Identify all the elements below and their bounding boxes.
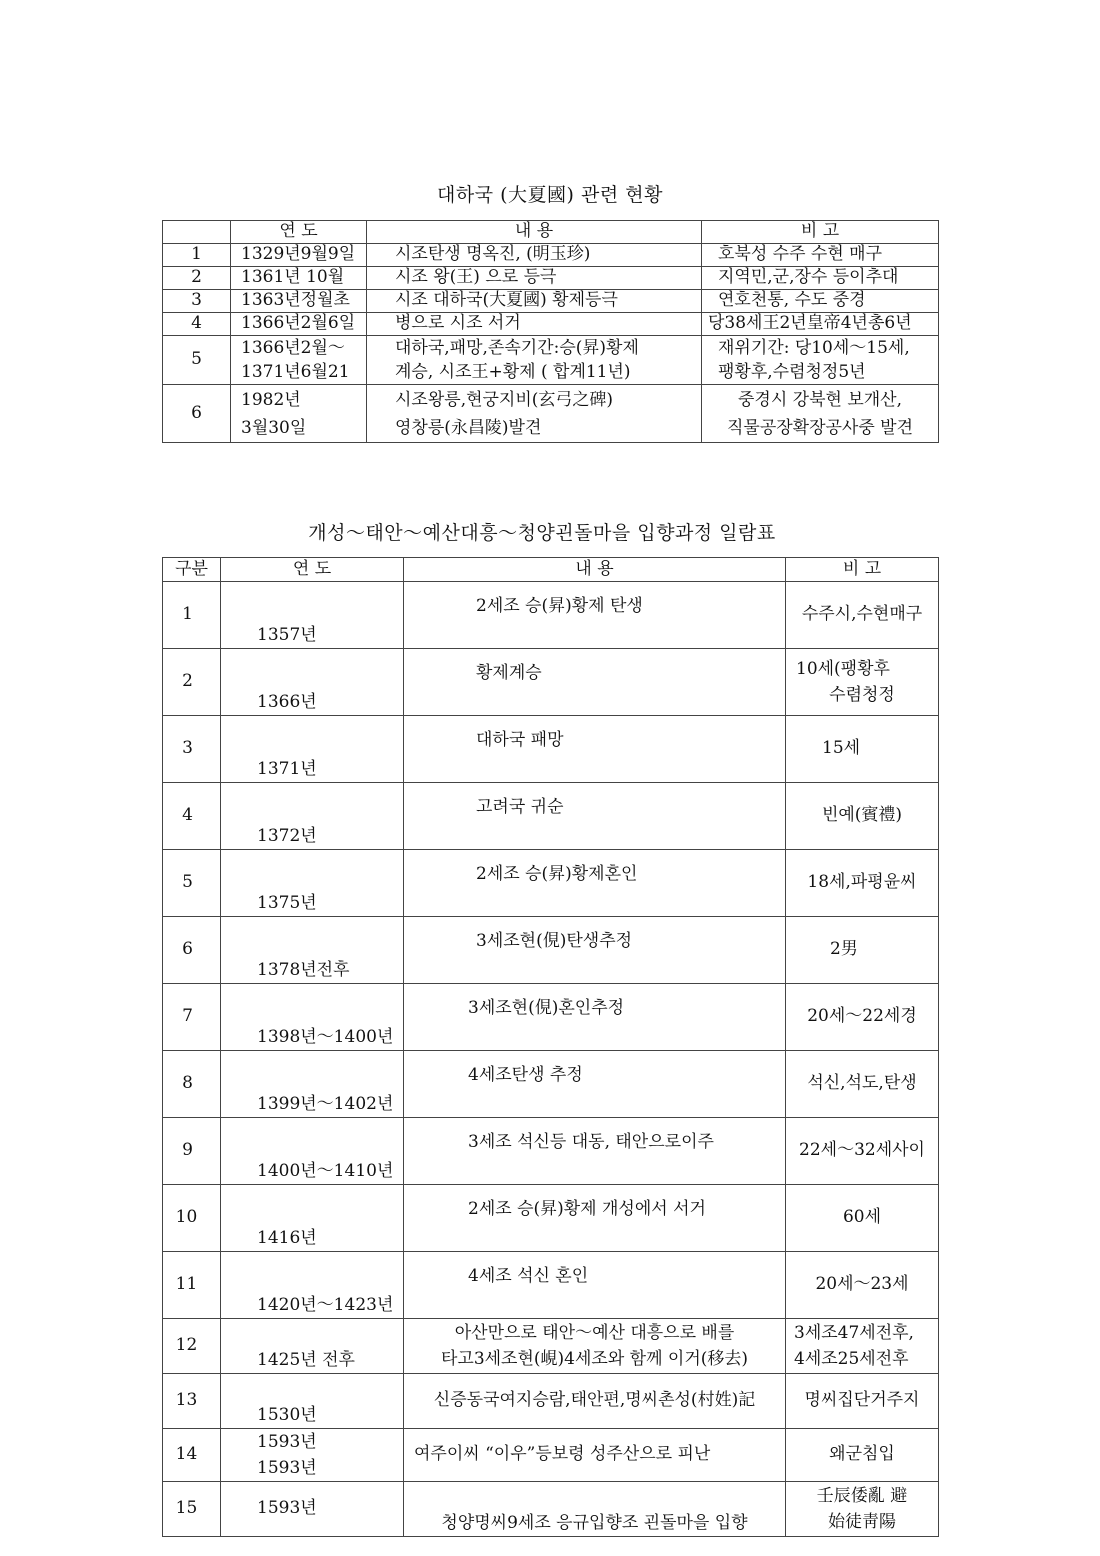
- row-number: 4: [163, 783, 221, 850]
- content-cell: 4세조탄생 추정: [404, 1051, 786, 1118]
- note-line: 始徒靑陽: [828, 1512, 896, 1532]
- row-number: 14: [163, 1429, 221, 1482]
- note-cell: [786, 649, 939, 716]
- year-cell: 1425년 전후: [221, 1319, 404, 1374]
- year-cell: 1357년: [221, 582, 404, 649]
- content-cell: [367, 336, 702, 385]
- year-cell: 1530년: [221, 1374, 404, 1429]
- note-cell: 왜군침입: [786, 1429, 939, 1482]
- content-cell: 3세조현(俔)혼인추정: [404, 984, 786, 1051]
- row-number: 10: [163, 1185, 221, 1252]
- table-row: [163, 1118, 939, 1185]
- note-cell: [702, 336, 939, 385]
- header-cell-note: 비 고: [786, 558, 939, 582]
- table-row: [163, 850, 939, 917]
- year-cell: 1416년: [221, 1185, 404, 1252]
- row-number: 1: [163, 244, 231, 267]
- row-number: 6: [163, 917, 221, 984]
- row-number: 5: [163, 336, 231, 385]
- note-line: 직물공장확장공사중 발견: [726, 417, 914, 438]
- header-cell-date: 연 도: [231, 221, 367, 244]
- note-cell: [786, 1482, 939, 1537]
- row-number: 8: [163, 1051, 221, 1118]
- year-cell: 1366년: [221, 649, 404, 716]
- note-cell: 수주시,수현매구: [786, 582, 939, 649]
- date-cell: 1361년 10월: [231, 267, 367, 290]
- table-row: [163, 385, 939, 443]
- date-line: 1366년2월～: [241, 338, 345, 358]
- header-cell-year: 연 도: [221, 558, 404, 582]
- row-number: 13: [163, 1374, 221, 1429]
- content-cell: [367, 385, 702, 443]
- content-cell: 시조 대하국(大夏國) 황제등극: [367, 290, 702, 313]
- row-number: 2: [163, 267, 231, 290]
- header-cell-note: 비 고: [702, 221, 939, 244]
- year-cell: 1420년～1423년: [221, 1252, 404, 1319]
- note-line: 10세(팽황후: [796, 659, 890, 679]
- table-row: [163, 582, 939, 649]
- note-cell: 22세～32세사이: [786, 1118, 939, 1185]
- row-number: 4: [163, 313, 231, 336]
- content-cell: 3세조현(俔)탄생추정: [404, 917, 786, 984]
- content-cell: 여주이씨 “이우”등보령 성주산으로 피난: [404, 1429, 786, 1482]
- row-number: 1: [163, 582, 221, 649]
- row-number: 3: [163, 290, 231, 313]
- year-cell: 1372년: [221, 783, 404, 850]
- note-cell: 20세～22세경: [786, 984, 939, 1051]
- date-cell: 1366년2월6일: [231, 313, 367, 336]
- year-cell: 1399년～1402년: [221, 1051, 404, 1118]
- date-cell: [231, 385, 367, 443]
- table-row: [163, 649, 939, 716]
- table-row: [163, 917, 939, 984]
- content-cell: 대하국 패망: [404, 716, 786, 783]
- content-cell: 청양명씨9세조 응규입향조 괸돌마을 입향: [404, 1482, 786, 1537]
- content-cell: 2세조 승(昇)황제혼인: [404, 850, 786, 917]
- content-line: 계승, 시조王+황제 ( 합계11년): [395, 362, 631, 382]
- table-row: [163, 336, 939, 385]
- year-cell: 1375년: [221, 850, 404, 917]
- table-row: [163, 1374, 939, 1429]
- note-cell: 60세: [786, 1185, 939, 1252]
- content-line: 시조왕릉,현궁지비(玄弓之碑): [395, 389, 614, 410]
- table2: [162, 557, 939, 1537]
- note-cell: [702, 385, 939, 443]
- table-row: [163, 1429, 939, 1482]
- row-number: 15: [163, 1482, 221, 1537]
- year-line: 1593년: [257, 1432, 317, 1452]
- content-cell: 병으로 시조 서거: [367, 313, 702, 336]
- table-row: [163, 1482, 939, 1537]
- table-row: [163, 1051, 939, 1118]
- table1-title: 대하국 (大夏國) 관련 현황: [437, 184, 663, 206]
- date-cell: [231, 336, 367, 385]
- content-cell: 고려국 귀순: [404, 783, 786, 850]
- note-line: 壬辰倭亂 避: [816, 1486, 908, 1506]
- note-cell: 빈예(賓禮): [786, 783, 939, 850]
- note-line: 팽황후,수렴청정5년: [718, 362, 866, 382]
- content-line: 아산만으로 태안～예산 대흥으로 배를: [454, 1323, 735, 1343]
- note-cell: 당38세王2년皇帝4년총6년: [702, 313, 939, 336]
- note-cell: [786, 1319, 939, 1374]
- note-cell: 연호천통, 수도 중경: [702, 290, 939, 313]
- row-number: 9: [163, 1118, 221, 1185]
- note-line: 4세조25세전후: [794, 1349, 909, 1369]
- note-cell: 석신,석도,탄생: [786, 1051, 939, 1118]
- header-cell-category: 구분: [163, 558, 221, 582]
- table-row: [163, 783, 939, 850]
- content-cell: 3세조 석신등 대동, 태안으로이주: [404, 1118, 786, 1185]
- content-cell: 4세조 석신 혼인: [404, 1252, 786, 1319]
- table2-header-row: [163, 558, 939, 582]
- year-line: 1593년: [257, 1458, 317, 1478]
- row-number: 6: [163, 385, 231, 443]
- date-cell: 1329년9월9일: [231, 244, 367, 267]
- note-cell: 명씨집단거주지: [786, 1374, 939, 1429]
- row-number: 11: [163, 1252, 221, 1319]
- table-row: [163, 1319, 939, 1374]
- note-cell: 지역민,군,장수 등이추대: [702, 267, 939, 290]
- header-cell-content: 내 용: [404, 558, 786, 582]
- content-cell: 신증동국여지승람,태안편,명씨촌성(村姓)記: [404, 1374, 786, 1429]
- table1: [162, 220, 939, 443]
- content-line: 타고3세조현(峴)4세조와 함께 이거(移去): [440, 1349, 749, 1369]
- note-line: 중경시 강북현 보개산,: [737, 389, 902, 410]
- row-number: 2: [163, 649, 221, 716]
- note-cell: 2男: [786, 917, 939, 984]
- table-row: [163, 290, 939, 313]
- year-cell: 1398년～1400년: [221, 984, 404, 1051]
- table-row: [163, 244, 939, 267]
- table-row: [163, 1185, 939, 1252]
- content-cell: 시조 왕(王) 으로 등극: [367, 267, 702, 290]
- date-line: 1982년: [241, 389, 301, 410]
- content-cell: [404, 1319, 786, 1374]
- header-cell-content: 내 용: [367, 221, 702, 244]
- note-cell: 20세～23세: [786, 1252, 939, 1319]
- year-cell: 1371년: [221, 716, 404, 783]
- table-row: [163, 984, 939, 1051]
- table-row: [163, 716, 939, 783]
- table-row: [163, 313, 939, 336]
- date-cell: 1363년정월초: [231, 290, 367, 313]
- content-cell: 황제계승: [404, 649, 786, 716]
- table2-title: 개성～태안～예산대흥～청양괸돌마을 입향과정 일람표: [308, 522, 776, 544]
- date-line: 3월30일: [241, 417, 307, 438]
- note-cell: 15세: [786, 716, 939, 783]
- row-number: 12: [163, 1319, 221, 1374]
- row-number: 5: [163, 850, 221, 917]
- note-cell: 호북성 수주 수현 매구: [702, 244, 939, 267]
- table-row: [163, 267, 939, 290]
- row-number: 3: [163, 716, 221, 783]
- header-cell-no: [163, 221, 231, 244]
- content-cell: 시조탄생 명옥진, (明玉珍): [367, 244, 702, 267]
- note-line: 재위기간: 당10세～15세,: [718, 338, 910, 358]
- content-line: 영창릉(永昌陵)발견: [395, 417, 542, 438]
- content-cell: 2세조 승(昇)황제 개성에서 서거: [404, 1185, 786, 1252]
- row-number: 7: [163, 984, 221, 1051]
- year-cell: [221, 1429, 404, 1482]
- date-line: 1371년6월21: [241, 362, 350, 382]
- content-line: 대하국,패망,존속기간:승(昇)황제: [395, 338, 639, 358]
- note-cell: 18세,파평윤씨: [786, 850, 939, 917]
- table1-header-row: [163, 221, 939, 244]
- year-cell: 1400년～1410년: [221, 1118, 404, 1185]
- note-line: 3세조47세전후,: [794, 1323, 914, 1343]
- year-cell: 1593년: [221, 1482, 404, 1537]
- note-line: 수렴청정: [829, 685, 895, 705]
- year-cell: 1378년전후: [221, 917, 404, 984]
- table-row: [163, 1252, 939, 1319]
- content-cell: 2세조 승(昇)황제 탄생: [404, 582, 786, 649]
